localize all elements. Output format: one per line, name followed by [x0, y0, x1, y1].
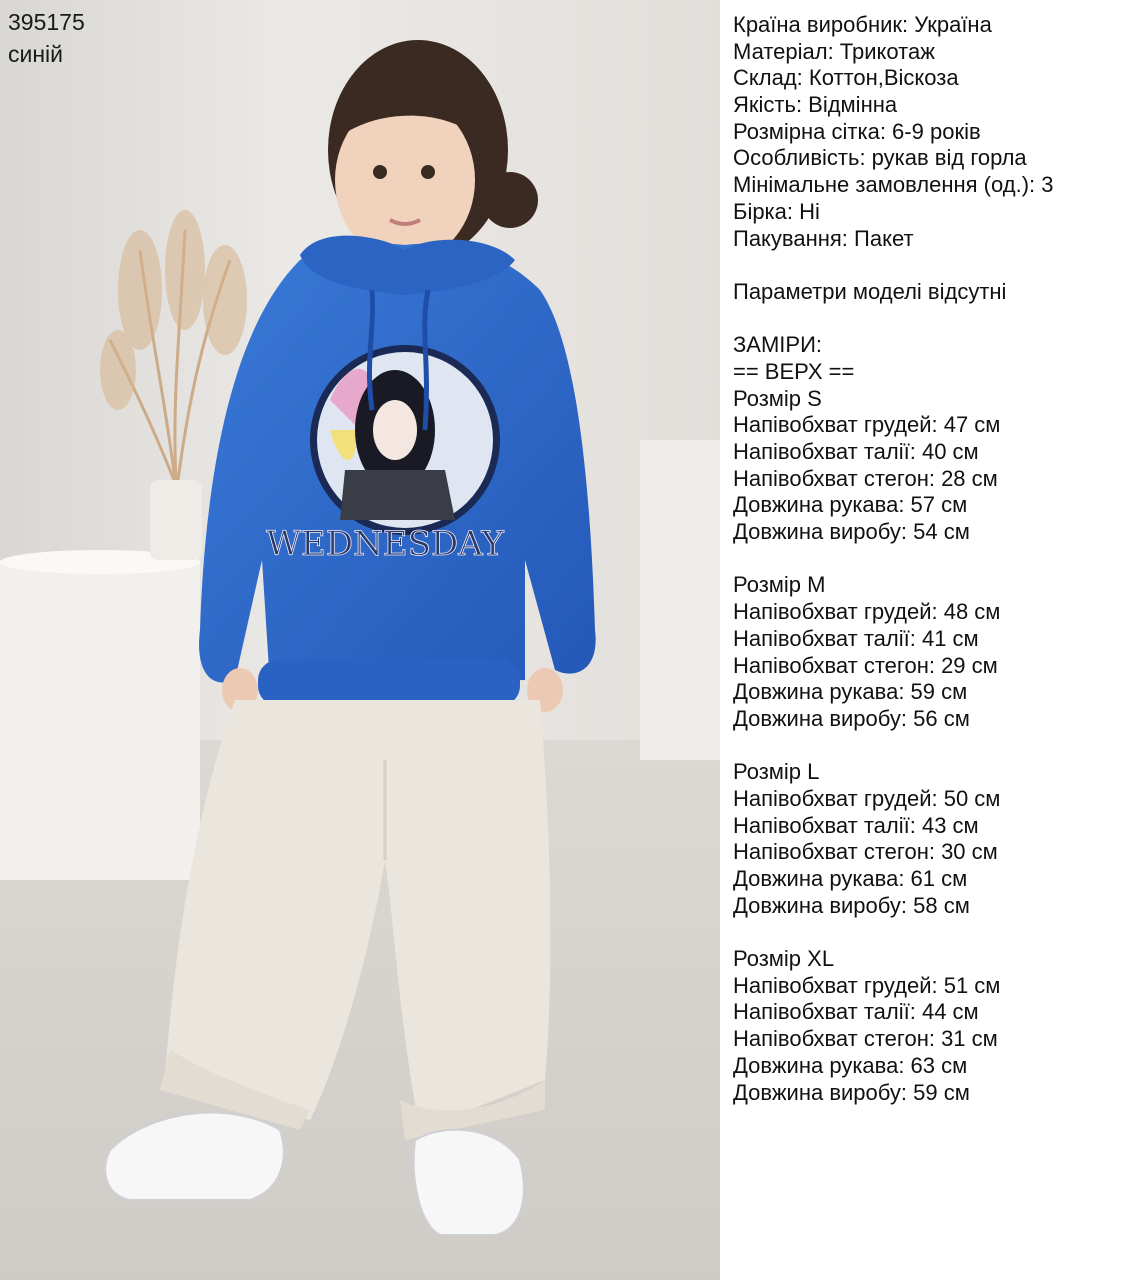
size-block-m: [733, 572, 1123, 732]
size-name: Розмір S: [733, 385, 822, 411]
size-name: Розмір L: [733, 759, 820, 785]
size-chest: Напівобхват грудей: 48 см: [733, 599, 1001, 625]
size-hips: Напівобхват стегон: 28 см: [733, 465, 998, 491]
product-specs: [733, 12, 1123, 1106]
size-length: Довжина виробу: 54 см: [733, 519, 970, 545]
size-chest: Напівобхват грудей: 50 см: [733, 785, 1001, 811]
spec-composition: Склад: Коттон,Віскоза: [733, 65, 959, 91]
product-color: синій: [8, 41, 64, 67]
size-sleeve: Довжина рукава: 63 см: [733, 1052, 968, 1078]
spec-tag: Бірка: Ні: [733, 198, 820, 224]
size-block-xl: [733, 946, 1123, 1106]
measurements-section: == ВЕРХ ==: [733, 358, 855, 384]
size-block-s: [733, 386, 1123, 546]
size-waist: Напівобхват талії: 40 см: [733, 439, 979, 464]
print-text: WEDNESDAY: [266, 524, 504, 564]
spec-country: Країна виробник: Україна: [733, 12, 992, 37]
size-hips: Напівобхват стегон: 31 см: [733, 1026, 998, 1052]
size-hips: Напівобхват стегон: 30 см: [733, 839, 998, 865]
size-chest: Напівобхват грудей: 51 см: [733, 972, 1001, 998]
measurements-heading: ЗАМІРИ:: [733, 332, 822, 358]
size-length: Довжина виробу: 58 см: [733, 892, 970, 918]
size-length: Довжина виробу: 59 см: [733, 1079, 970, 1105]
size-sleeve: Довжина рукава: 59 см: [733, 679, 968, 705]
size-hips: Напівобхват стегон: 29 см: [733, 652, 998, 678]
spec-feature: Особливість: рукав від горла: [733, 145, 1027, 171]
size-chest: Напівобхват грудей: 47 см: [733, 412, 1001, 438]
size-name: Розмір XL: [733, 946, 835, 972]
spec-packaging: Пакування: Пакет: [733, 225, 914, 251]
size-name: Розмір M: [733, 572, 826, 598]
spec-quality: Якість: Відмінна: [733, 92, 898, 118]
size-block-l: [733, 759, 1123, 919]
model-params: Параметри моделі відсутні: [733, 278, 1007, 304]
size-waist: Напівобхват талії: 44 см: [733, 999, 979, 1025]
spec-size-range: Розмірна сітка: 6-9 років: [733, 118, 981, 144]
product-sku: 395175: [8, 9, 85, 35]
size-sleeve: Довжина рукава: 61 см: [733, 866, 968, 891]
size-sleeve: Довжина рукава: 57 см: [733, 492, 968, 518]
size-waist: Напівобхват талії: 41 см: [733, 625, 979, 651]
spec-material: Матеріал: Трикотаж: [733, 38, 935, 64]
size-waist: Напівобхват талії: 43 см: [733, 812, 979, 838]
spec-min-order: Мінімальне замовлення (од.): 3: [733, 172, 1054, 198]
size-length: Довжина виробу: 56 см: [733, 705, 970, 731]
